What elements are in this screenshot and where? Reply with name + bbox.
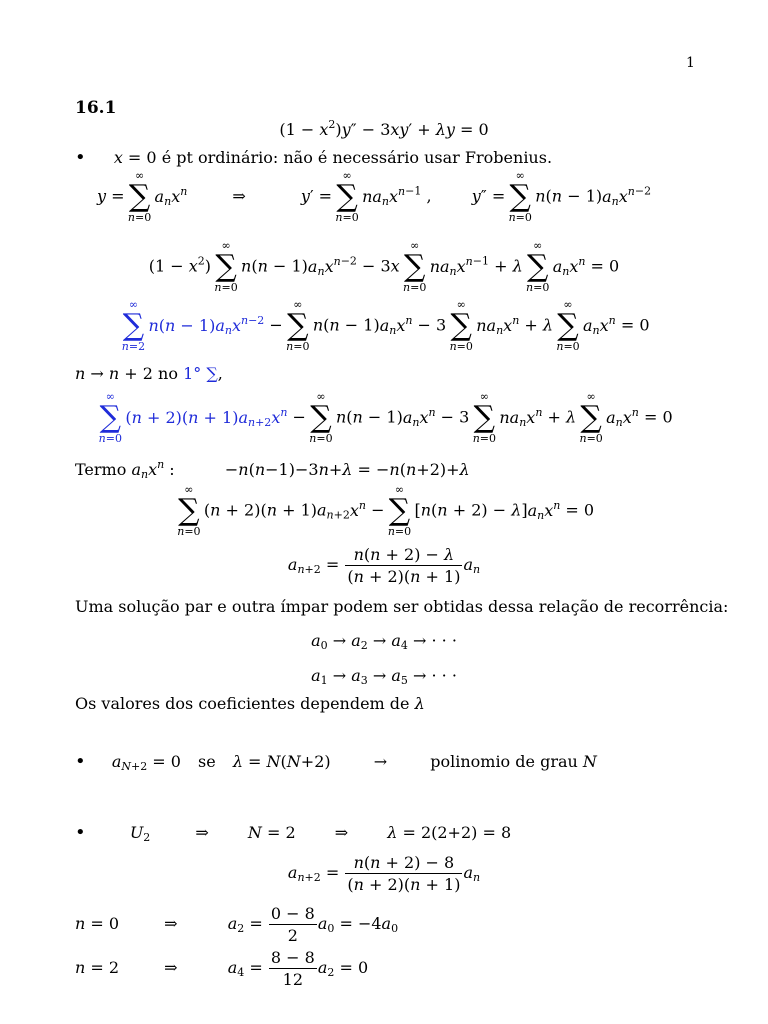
row-n2: n = 2 ⇒ $a_4$ = $\frac{8 - 8}{12}$ $a_2 = 0$ xyxy=(75,948,369,989)
equation-recurrence: $a_{n+2}$ = $\frac{n(n + 2) - \lambda}{(n + 2)(n + 1)}$ $a_n$ xyxy=(287,545,481,586)
coef-text: Os valores dos coeficientes dependem de λ xyxy=(75,694,425,713)
bullet-2: • $a_{N+2} = 0$ se λ = N(N+2) → polinomio de grau N xyxy=(75,751,597,773)
termo-line: Termo $a_nx^n$ : −n(n−1)−3n+λ = −n(n+2)+λ xyxy=(75,458,470,481)
shift-note: n → n + 2 no 1° ∑, xyxy=(75,364,223,383)
bullet-dot: • xyxy=(75,751,86,772)
equation-series: y = ∞ ∑ n=0 $a_nx^n$ ⇒ y′ = ∞ ∑ n=0 $na_nx^{n-1}$ , y″ = ∞ ∑ n=0 $n(n - 1)a_nx^{n-2}$ xyxy=(97,169,652,224)
bullet-dot: • xyxy=(75,147,86,168)
bullet3-arrow2: ⇒ xyxy=(334,823,349,842)
equation-substitution: $(1 - x^2)$ ∞ ∑ n=0 $n(n - 1)a_nx^{n-2} - 3x$ ∞ ∑ n=0 $na_nx^{n-1} + \lambda$ ∞ ∑ n=0 $a_nx^n = 0$ xyxy=(148,239,620,294)
section-title: 16.1 xyxy=(75,98,117,118)
chain-odd: $a_1 \to a_3 \to a_5$ → · · · xyxy=(311,666,457,687)
bullet2-arrow: → xyxy=(373,752,388,771)
equation-recurrence-8: $a_{n+2}$ = $\frac{n(n + 2) - 8}{(n + 2)(n + 1)}$ $a_n$ xyxy=(287,853,481,894)
bullet3-arrow1: ⇒ xyxy=(195,823,209,842)
equation-expanded: ∞ ∑ n=2 $n(n - 1)a_nx^{n-2}$ − ∞ ∑ n=0 $n(n - 1)a_nx^n - 3$ ∞ ∑ n=0 $na_nx^n + \lambda$ ∞ ∑ n=0 $a_nx^n = 0$ xyxy=(121,298,650,353)
row-n0: n = 0 ⇒ $a_2$ = $\frac{0 - 8}{2}$ $a_0 = -4a_0$ xyxy=(75,904,399,945)
bullet-3: • $U_2$ ⇒ N = 2 ⇒ λ = 2(2+2) = 8 xyxy=(75,822,512,844)
bullet-1: • x = 0 é pt ordinário: não é necessário usar Frobenius. xyxy=(75,147,553,168)
equation-shifted: ∞ ∑ n=0 $(n + 2)(n + 1)a_{n+2}x^n$ − ∞ ∑ n=0 $n(n - 1)a_nx^n - 3$ ∞ ∑ n=0 $na_nx^n + \lambda$ ∞ ∑ n=0 $a_nx^n = 0$ xyxy=(98,390,673,445)
chain-even: $a_0 \to a_2 \to a_4$ → · · · xyxy=(311,631,457,652)
equation-combined: ∞ ∑ n=0 $(n + 2)(n + 1)a_{n+2}x^n$ − ∞ ∑ n=0 $[n(n + 2) - \lambda]a_nx^n = 0$ xyxy=(177,483,595,538)
bullet2-se: se xyxy=(198,752,216,771)
equation-ode: $(1 - x^2)y'' - 3xy' + \lambda y = 0$ xyxy=(279,118,489,139)
page-number: 1 xyxy=(686,55,695,71)
solution-text: Uma solução par e outra ímpar podem ser obtidas dessa relação de recorrência: xyxy=(75,597,729,616)
bullet-dot: • xyxy=(75,822,86,843)
